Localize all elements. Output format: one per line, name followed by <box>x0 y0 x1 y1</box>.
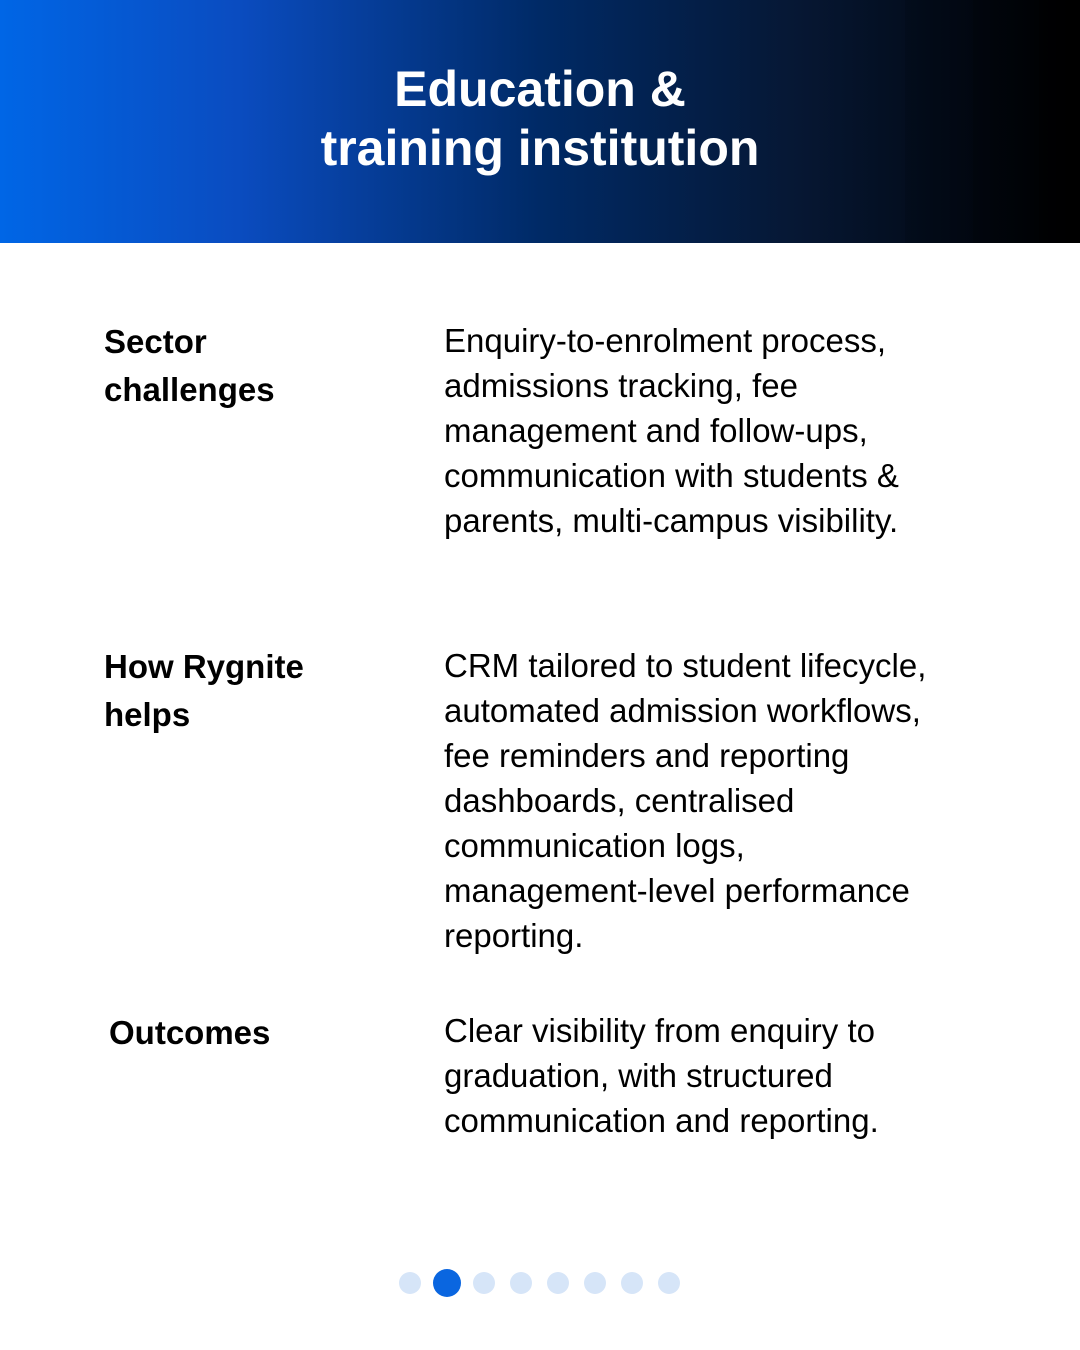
label-line: helps <box>104 696 191 733</box>
pagination-dot-7[interactable] <box>621 1272 643 1294</box>
text-line: Enquiry-to-enrolment process, <box>444 322 887 359</box>
pagination-dot-3[interactable] <box>473 1272 495 1294</box>
how-rygnite-helps-text <box>444 643 1044 958</box>
pagination-dot-5[interactable] <box>547 1272 569 1294</box>
pagination-dot-2-active[interactable] <box>433 1269 461 1297</box>
text-line: communication and reporting. <box>444 1102 879 1139</box>
pagination-dots <box>399 1269 680 1297</box>
pagination-dot-6[interactable] <box>584 1272 606 1294</box>
text-line: management and follow-ups, <box>444 412 868 449</box>
label-line: How Rygnite <box>104 648 304 685</box>
label-line: Outcomes <box>109 1014 271 1051</box>
text-line: fee reminders and reporting <box>444 737 850 774</box>
header-banner <box>0 0 1080 243</box>
outcomes-text <box>444 1008 1044 1143</box>
page-title <box>0 60 1080 178</box>
pagination-dot-1[interactable] <box>399 1272 421 1294</box>
text-line: graduation, with structured <box>444 1057 833 1094</box>
text-line: parents, multi-campus visibility. <box>444 502 899 539</box>
label-line: challenges <box>104 371 275 408</box>
text-line: dashboards, centralised <box>444 782 795 819</box>
outcomes-label <box>109 1009 409 1057</box>
text-line: communication logs, <box>444 827 745 864</box>
text-line: automated admission workflows, <box>444 692 921 729</box>
text-line: management-level performance <box>444 872 910 909</box>
pagination-dot-8[interactable] <box>658 1272 680 1294</box>
label-line: Sector <box>104 323 207 360</box>
text-line: Clear visibility from enquiry to <box>444 1012 875 1049</box>
pagination-dot-4[interactable] <box>510 1272 532 1294</box>
page-title-line-2: training institution <box>320 120 760 176</box>
text-line: CRM tailored to student lifecycle, <box>444 647 927 684</box>
sector-challenges-label <box>104 318 404 414</box>
sector-challenges-text <box>444 318 1044 543</box>
text-line: admissions tracking, fee <box>444 367 798 404</box>
text-line: communication with students & <box>444 457 899 494</box>
how-rygnite-helps-label <box>104 643 404 739</box>
text-line: reporting. <box>444 917 584 954</box>
page-title-line-1: Education & <box>394 61 686 117</box>
